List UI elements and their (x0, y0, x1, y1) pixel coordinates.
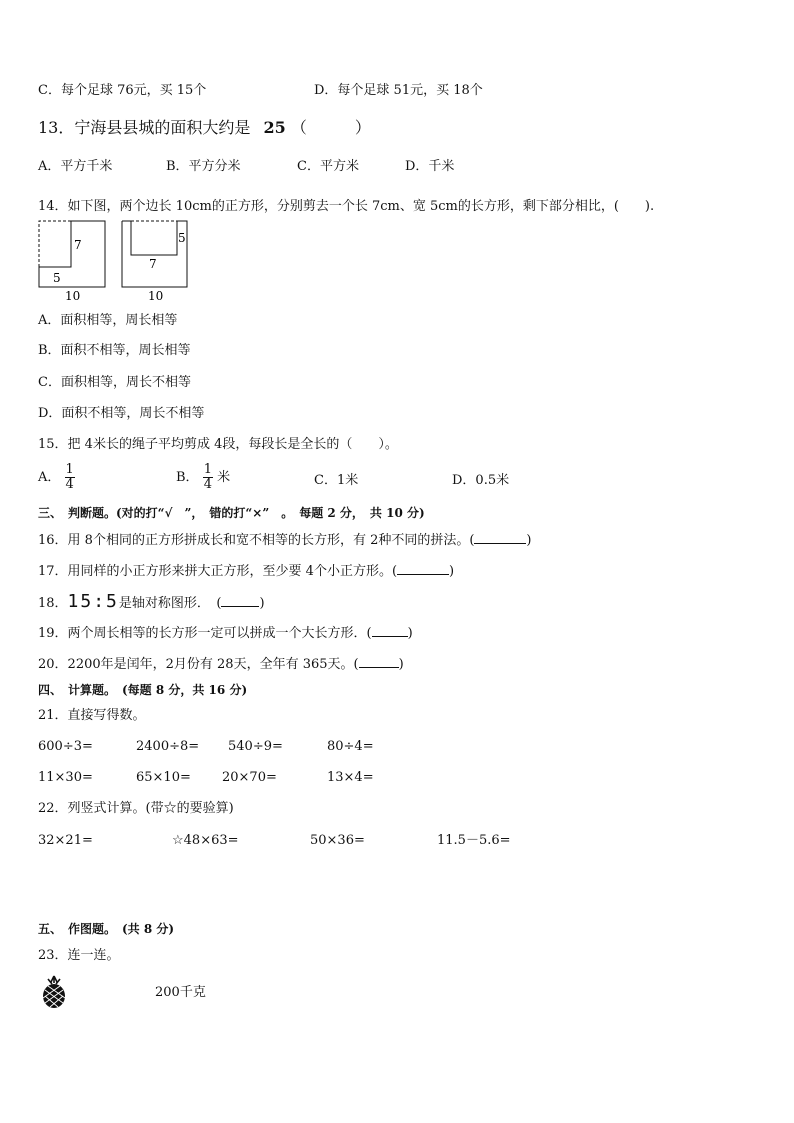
q15-option-a-denominator: 4 (65, 477, 74, 492)
q18-stem: 是轴对称图形． ( (118, 596, 222, 611)
q15-option-c: C．1米 (314, 473, 359, 488)
q21-row2-item: 65×10= (136, 770, 191, 785)
q21-row1-item: 600÷3= (38, 739, 93, 754)
q14-option-a: A．面积相等，周长相等 (38, 313, 178, 328)
q14-option-d: D．面积不相等，周长不相等 (38, 406, 205, 421)
q23-stem: 23．连一连。 (38, 948, 120, 963)
q14-fig2-label-7: 7 (149, 257, 157, 271)
q17-close: ) (449, 564, 455, 579)
q14-option-c: C．面积相等，周长不相等 (38, 375, 191, 390)
q14-fig2-label-10: 10 (148, 289, 164, 302)
q22-item: 32×21= (38, 833, 93, 848)
q20-close: ) (398, 657, 404, 672)
q13-value: 25 (263, 118, 286, 137)
q15-option-b-unit: 米 (217, 470, 231, 485)
q16-answer-blank[interactable] (474, 531, 526, 544)
q19-answer-blank[interactable] (372, 624, 408, 637)
q21-row1-item: 80÷4= (327, 739, 374, 754)
q14-option-b: B．面积不相等，周长相等 (38, 343, 191, 358)
q22-item: 50×36= (310, 833, 365, 848)
q17-answer-blank[interactable] (397, 562, 449, 575)
q14-figure-1 (39, 221, 105, 302)
q14-figure-2 (122, 221, 187, 302)
q14-fig1-label-5: 5 (53, 271, 61, 285)
q15-option-b-prefix: B． (176, 470, 199, 485)
q13-paren: （ ） (290, 118, 371, 137)
q14-fig1-label-10: 10 (65, 289, 81, 302)
q15-option-a (38, 463, 75, 492)
q19-stem: 19．两个周长相等的长方形一定可以拼成一个大长方形．( (38, 626, 372, 641)
q21-row1-item: 540÷9= (228, 739, 283, 754)
q13-option-d: D．千米 (405, 159, 455, 174)
q15-option-a-prefix: A． (38, 470, 61, 485)
q15-option-b-fraction (203, 463, 213, 492)
q18-close: ) (259, 596, 265, 611)
q22-stem: 22．列竖式计算。(带☆的要验算) (38, 801, 234, 816)
q15-option-a-fraction (65, 463, 75, 492)
section-5-title: 五、 作图题。 (共 8 分) (38, 922, 175, 936)
q20-answer-blank[interactable] (359, 655, 399, 668)
q15-option-b (176, 463, 230, 492)
q16 (38, 531, 532, 550)
q21-row2-item: 20×70= (222, 770, 277, 785)
q18-digital-digits: 15:5 (67, 591, 119, 612)
q18-answer-blank[interactable] (221, 594, 259, 607)
q14-fig1-label-7: 7 (74, 238, 82, 252)
section-4-title: 四、 计算题。 (每题 8 分，共 16 分) (38, 683, 248, 697)
q22-item: ☆48×63= (172, 833, 239, 848)
q16-close: ) (526, 533, 532, 548)
q13-stem: 13．宁海县县城的面积大约是 (38, 118, 251, 137)
q18 (38, 593, 265, 613)
pineapple-icon (38, 975, 70, 1009)
q20-stem: 20．2200年是闰年，2月份有 28天，全年有 365天。( (38, 657, 359, 672)
q21-row2-item: 11×30= (38, 770, 93, 785)
q13-option-a: A．平方千米 (38, 159, 113, 174)
q17 (38, 562, 454, 581)
q19 (38, 624, 413, 643)
q21-row1-item: 2400÷8= (136, 739, 200, 754)
q23-weight-label: 200千克 (155, 985, 206, 1000)
q13-option-c: C．平方米 (297, 159, 359, 174)
q17-stem: 17．用同样的小正方形来拼大正方形，至少要 4个小正方形。( (38, 564, 398, 579)
section-3-title: 三、 判断题。(对的打“√ ”， 错的打“×” 。 每题 2 分， 共 10 分) (38, 506, 425, 520)
q13-option-b: B．平方分米 (166, 159, 241, 174)
q21-stem: 21．直接写得数。 (38, 708, 146, 723)
q21-row2-item: 13×4= (327, 770, 374, 785)
q20 (38, 655, 404, 674)
q14-stem: 14．如下图，两个边长 10cm的正方形，分别剪去一个长 7cm、宽 5cm的长方形，剩下部分相比，( ). (38, 199, 655, 214)
q15-option-a-numerator: 1 (65, 462, 74, 477)
q15-option-b-numerator: 1 (203, 462, 212, 477)
q15-stem: 15．把 4米长的绳子平均剪成 4段，每段长是全长的（ ）。 (38, 437, 398, 452)
q14-fig2-label-5: 5 (178, 231, 186, 245)
q12-option-c: C．每个足球 76元，买 15个 (38, 83, 207, 98)
q13-question (38, 117, 371, 139)
q19-close: ) (407, 626, 413, 641)
q14-figure (36, 218, 236, 302)
q15-option-b-denominator: 4 (203, 477, 212, 492)
q12-option-d: D．每个足球 51元，买 18个 (314, 83, 483, 98)
q22-item: 11.5－5.6= (437, 833, 511, 848)
q16-stem: 16．用 8个相同的正方形拼成长和宽不相等的长方形，有 2种不同的拼法。( (38, 533, 475, 548)
q15-option-d: D．0.5米 (452, 473, 510, 488)
q18-prefix: 18． (38, 596, 68, 611)
